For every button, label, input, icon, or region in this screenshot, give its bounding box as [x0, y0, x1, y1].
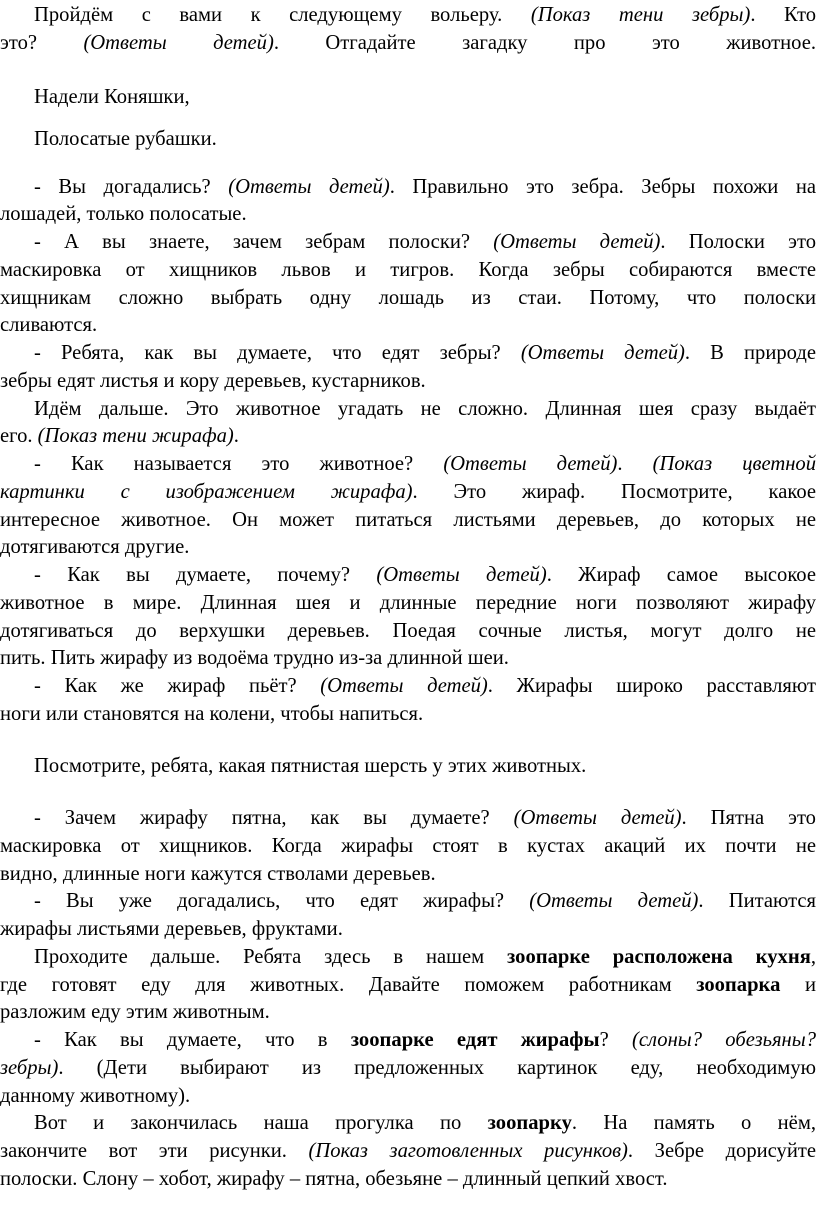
italic-text: картинки с изображением жирафа) — [0, 481, 413, 503]
text-line — [34, 340, 816, 368]
text-line — [0, 861, 816, 889]
text-line — [0, 1166, 816, 1194]
text-line — [0, 1138, 816, 1166]
italic-text: (Ответы детей) — [83, 32, 274, 54]
text-line — [0, 201, 816, 229]
text-run: - Ребята, как вы думаете, что едят зебры? — [34, 342, 521, 364]
text-line — [34, 84, 816, 112]
text-line — [0, 999, 816, 1027]
text-line — [34, 888, 816, 916]
text-run: . Зебре дорисуйте — [627, 1140, 816, 1162]
text-run: . Пятна это — [681, 807, 816, 829]
italic-text: (Показ тени зебры) — [530, 4, 751, 26]
text-run: - Как же жираф пьёт? — [34, 675, 321, 697]
text-run: , — [810, 946, 816, 968]
text-run: - А вы знаете, зачем зебрам полоски? — [34, 231, 494, 253]
text-run: жирафы листьями деревьев, фруктами. — [0, 918, 343, 940]
text-run: Вот и закончилась наша прогулка по — [34, 1112, 488, 1134]
text-run: Надели Коняшки, — [34, 86, 190, 108]
text-run: - Как называется это животное? — [34, 453, 444, 475]
italic-text: (Ответы детей) — [529, 890, 699, 912]
text-line — [34, 2, 816, 30]
text-line — [0, 645, 816, 673]
text-line — [34, 562, 816, 590]
text-run: сливаются. — [0, 314, 98, 336]
text-line — [34, 944, 816, 972]
text-run: . Правильно это зебра. Зебры похожи на — [389, 176, 816, 198]
text-run: маскировка от хищников львов и тигров. Когда зебры собираются вместе — [0, 259, 816, 281]
text-line — [34, 673, 816, 701]
text-line — [34, 229, 816, 257]
italic-text: зебры) — [0, 1057, 59, 1079]
text-run: . Кто — [750, 4, 816, 26]
text-run: дотягиваться до верхушки деревьев. Поедая сочные листья, могут долго не — [0, 620, 816, 642]
text-line — [0, 618, 816, 646]
italic-text: (Ответы детей) — [228, 176, 390, 198]
text-line — [34, 753, 816, 781]
text-run: полоски. Слону – хобот, жирафу – пятна, обезьяне – длинный цепкий хвост. — [0, 1168, 668, 1190]
text-run: пить. Пить жирафу из водоёма трудно из-за длинной шеи. — [0, 647, 509, 669]
italic-text: (Ответы детей) — [320, 675, 488, 697]
text-run: данному животному). — [0, 1085, 191, 1107]
text-run: . Полоски это — [660, 231, 816, 253]
text-run: . Жирафы широко расставляют — [487, 675, 816, 697]
text-line — [0, 312, 816, 340]
text-run: Посмотрите, ребята, какая пятнистая шерсть у этих животных. — [34, 755, 587, 777]
text-run: видно, длинные ноги кажутся стволами деревьев. — [0, 863, 436, 885]
text-run: - Вы догадались? — [34, 176, 229, 198]
text-line — [0, 833, 816, 861]
text-run: . Это жираф. Посмотрите, какое — [412, 481, 816, 503]
text-run: где готовят еду для животных. Давайте поможем работникам — [0, 974, 697, 996]
text-run: . — [233, 425, 239, 447]
text-run: животное в мире. Длинная шея и длинные передние ноги позволяют жирафу — [0, 592, 816, 614]
text-run: Полосатые рубашки. — [34, 128, 217, 150]
text-line — [0, 479, 816, 507]
text-line — [0, 423, 816, 451]
italic-text: (Ответы детей) — [493, 231, 661, 253]
text-line — [0, 590, 816, 618]
text-run: Пройдём с вами к следующему вольеру. — [34, 4, 531, 26]
text-run: маскировка от хищников. Когда жирафы стоят в кустах акаций их почти не — [0, 835, 816, 857]
text-line — [34, 126, 816, 154]
text-run: - Как вы думаете, почему? — [34, 564, 377, 586]
text-run: зебры едят листья и кору деревьев, кустарников. — [0, 370, 426, 392]
text-line — [0, 30, 816, 58]
text-line — [0, 257, 816, 285]
text-run: ноги или становятся на колени, чтобы напиться. — [0, 703, 424, 725]
text-run: его. — [0, 425, 38, 447]
bold-text: зоопарке едят жирафы — [350, 1029, 600, 1051]
text-line — [0, 916, 816, 944]
text-run: закончите вот эти рисунки. — [0, 1140, 309, 1162]
italic-text: (слоны? обезьяны? — [632, 1029, 816, 1051]
text-run: . В природе — [684, 342, 816, 364]
bold-text: зоопарке расположена кухня — [507, 946, 811, 968]
text-run: - Вы уже догадались, что едят жирафы? — [34, 890, 530, 912]
text-line — [34, 396, 816, 424]
text-line — [34, 1110, 816, 1138]
text-line — [34, 451, 816, 479]
text-run: Проходите дальше. Ребята здесь в нашем — [34, 946, 508, 968]
text-run: ? — [599, 1029, 633, 1051]
text-run: - Зачем жирафу пятна, как вы думаете? — [34, 807, 514, 829]
text-run: Идём дальше. Это животное угадать не сложно. Длинная шея сразу выдаёт — [34, 398, 816, 420]
text-line — [0, 368, 816, 396]
text-run: . (Дети выбирают из предложенных картинок еду, необходимую — [58, 1057, 816, 1079]
text-line — [34, 174, 816, 202]
text-run: . Жираф самое высокое — [546, 564, 816, 586]
text-run: разложим еду этим животным. — [0, 1001, 270, 1023]
text-line — [0, 1055, 816, 1083]
text-run: дотягиваются другие. — [0, 536, 190, 558]
italic-text: (Показ цветной — [652, 453, 816, 475]
italic-text: (Показ заготовленных рисунков) — [308, 1140, 628, 1162]
text-line — [0, 534, 816, 562]
text-run: это? — [0, 32, 84, 54]
text-run: . — [617, 453, 653, 475]
text-line — [0, 285, 816, 313]
bold-text: зоопарку — [487, 1112, 572, 1134]
italic-text: (Ответы детей) — [376, 564, 547, 586]
text-line — [0, 701, 816, 729]
text-line — [0, 1083, 816, 1111]
text-line — [0, 507, 816, 535]
italic-text: (Ответы детей) — [443, 453, 618, 475]
italic-text: (Ответы детей) — [513, 807, 682, 829]
text-run: - Как вы думаете, что в — [34, 1029, 351, 1051]
italic-text: (Показ тени жирафа) — [37, 425, 234, 447]
italic-text: (Ответы детей) — [520, 342, 685, 364]
text-run: . Отгадайте загадку про это животное. — [273, 32, 816, 54]
bold-text: зоопарка — [696, 974, 781, 996]
text-run: интересное животное. Он может питаться листьями деревьев, до которых не — [0, 509, 816, 531]
text-run: лошадей, только полосатые. — [0, 203, 247, 225]
text-run: . Питаются — [698, 890, 816, 912]
text-run: . На память о нём, — [571, 1112, 816, 1134]
text-line — [34, 1027, 816, 1055]
text-run: хищникам сложно выбрать одну лошадь из стаи. Потому, что полоски — [0, 287, 816, 309]
text-run: и — [780, 974, 816, 996]
text-line — [0, 972, 816, 1000]
text-line — [34, 805, 816, 833]
